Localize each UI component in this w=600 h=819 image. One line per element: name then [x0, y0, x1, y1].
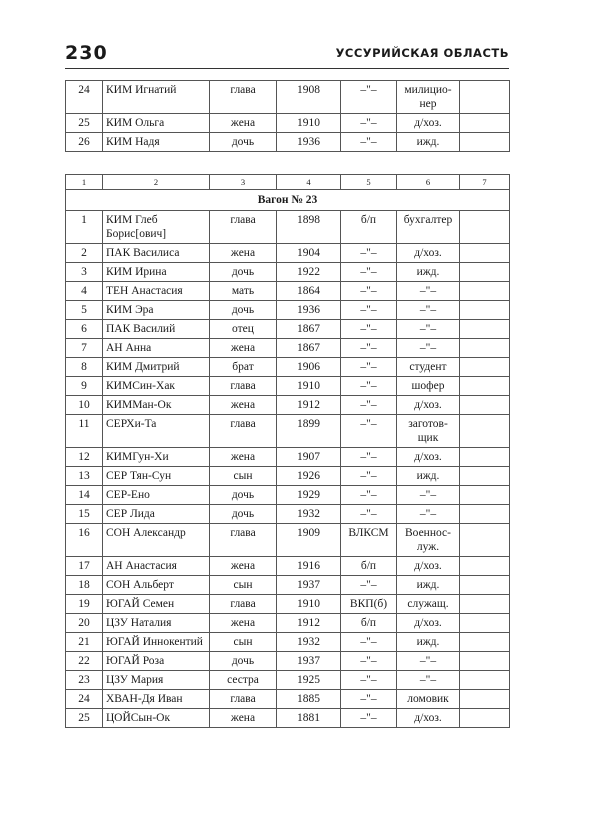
table-row — [66, 211, 510, 244]
birth-year-cell: 1936 — [277, 301, 341, 320]
row-number-cell: 24 — [66, 690, 103, 709]
column-number: 4 — [277, 175, 341, 190]
person-name-cell: ЦЗУ Наталия — [103, 614, 210, 633]
relation-cell: глава — [210, 377, 277, 396]
table-row — [66, 576, 510, 595]
table-row — [66, 652, 510, 671]
row-number-cell: 14 — [66, 486, 103, 505]
table-row — [66, 557, 510, 576]
occupation-cell: –"– — [397, 282, 460, 301]
party-status-cell: –"– — [341, 652, 397, 671]
row-number-cell: 4 — [66, 282, 103, 301]
person-name-cell: КИМ Эра — [103, 301, 210, 320]
relation-cell: брат — [210, 358, 277, 377]
table-row — [66, 671, 510, 690]
relation-cell: дочь — [210, 652, 277, 671]
occupation-cell: студент — [397, 358, 460, 377]
party-status-cell: –"– — [341, 320, 397, 339]
row-number-cell: 23 — [66, 671, 103, 690]
page-header — [65, 42, 509, 69]
relation-cell: глава — [210, 595, 277, 614]
party-status-cell: –"– — [341, 486, 397, 505]
occupation-cell: д/хоз. — [397, 114, 460, 133]
notes-cell — [460, 133, 510, 152]
row-number-cell: 6 — [66, 320, 103, 339]
relation-cell: глава — [210, 690, 277, 709]
party-status-cell: –"– — [341, 339, 397, 358]
table-row — [66, 263, 510, 282]
relation-cell: сестра — [210, 671, 277, 690]
party-status-cell: –"– — [341, 358, 397, 377]
wagon-title: Вагон № 23 — [66, 190, 510, 211]
table-row — [66, 709, 510, 728]
occupation-cell: шофер — [397, 377, 460, 396]
notes-cell — [460, 671, 510, 690]
notes-cell — [460, 320, 510, 339]
occupation-cell: д/хоз. — [397, 709, 460, 728]
party-status-cell: –"– — [341, 505, 397, 524]
notes-cell — [460, 114, 510, 133]
row-number-cell: 1 — [66, 211, 103, 244]
occupation-cell: д/хоз. — [397, 244, 460, 263]
party-status-cell: б/п — [341, 557, 397, 576]
row-number-cell: 24 — [66, 81, 103, 114]
continued-table — [65, 80, 510, 152]
table-row — [66, 244, 510, 263]
row-number-cell: 2 — [66, 244, 103, 263]
occupation-cell: ижд. — [397, 633, 460, 652]
notes-cell — [460, 595, 510, 614]
occupation-cell: –"– — [397, 486, 460, 505]
notes-cell — [460, 263, 510, 282]
notes-cell — [460, 486, 510, 505]
table-row — [66, 633, 510, 652]
occupation-cell: милицио-нер — [397, 81, 460, 114]
birth-year-cell: 1904 — [277, 244, 341, 263]
party-status-cell: –"– — [341, 114, 397, 133]
row-number-cell: 13 — [66, 467, 103, 486]
occupation-cell: ижд. — [397, 576, 460, 595]
party-status-cell: ВЛКСМ — [341, 524, 397, 557]
occupation-cell: ижд. — [397, 467, 460, 486]
relation-cell: отец — [210, 320, 277, 339]
column-number: 7 — [460, 175, 510, 190]
notes-cell — [460, 358, 510, 377]
person-name-cell: ПАК Василиса — [103, 244, 210, 263]
notes-cell — [460, 81, 510, 114]
birth-year-cell: 1932 — [277, 633, 341, 652]
row-number-cell: 25 — [66, 709, 103, 728]
row-number-cell: 7 — [66, 339, 103, 358]
table-row — [66, 81, 510, 114]
table-row — [66, 133, 510, 152]
row-number-cell: 18 — [66, 576, 103, 595]
wagon-table — [65, 174, 510, 728]
relation-cell: жена — [210, 614, 277, 633]
birth-year-cell: 1906 — [277, 358, 341, 377]
row-number-cell: 12 — [66, 448, 103, 467]
person-name-cell: СОН Александр — [103, 524, 210, 557]
party-status-cell: –"– — [341, 671, 397, 690]
relation-cell: жена — [210, 114, 277, 133]
notes-cell — [460, 633, 510, 652]
birth-year-cell: 1922 — [277, 263, 341, 282]
party-status-cell: –"– — [341, 263, 397, 282]
party-status-cell: –"– — [341, 396, 397, 415]
relation-cell: жена — [210, 244, 277, 263]
table-row — [66, 524, 510, 557]
occupation-cell: д/хоз. — [397, 396, 460, 415]
person-name-cell: КИММан-Ок — [103, 396, 210, 415]
birth-year-cell: 1937 — [277, 576, 341, 595]
row-number-cell: 15 — [66, 505, 103, 524]
party-status-cell: –"– — [341, 690, 397, 709]
person-name-cell: ТЕН Анастасия — [103, 282, 210, 301]
person-name-cell: АН Анастасия — [103, 557, 210, 576]
person-name-cell: КИМ Ольга — [103, 114, 210, 133]
party-status-cell: ВКП(б) — [341, 595, 397, 614]
birth-year-cell: 1932 — [277, 505, 341, 524]
notes-cell — [460, 244, 510, 263]
row-number-cell: 3 — [66, 263, 103, 282]
row-number-cell: 17 — [66, 557, 103, 576]
birth-year-cell: 1898 — [277, 211, 341, 244]
relation-cell: мать — [210, 282, 277, 301]
notes-cell — [460, 448, 510, 467]
row-number-cell: 16 — [66, 524, 103, 557]
relation-cell: глава — [210, 211, 277, 244]
person-name-cell: ЦЗУ Мария — [103, 671, 210, 690]
party-status-cell: б/п — [341, 211, 397, 244]
birth-year-cell: 1910 — [277, 595, 341, 614]
notes-cell — [460, 505, 510, 524]
occupation-cell: –"– — [397, 652, 460, 671]
birth-year-cell: 1912 — [277, 396, 341, 415]
notes-cell — [460, 690, 510, 709]
notes-cell — [460, 557, 510, 576]
relation-cell: дочь — [210, 505, 277, 524]
birth-year-cell: 1885 — [277, 690, 341, 709]
notes-cell — [460, 301, 510, 320]
table-row — [66, 339, 510, 358]
occupation-cell: –"– — [397, 301, 460, 320]
person-name-cell: КИМ Глеб Борис[ович] — [103, 211, 210, 244]
party-status-cell: –"– — [341, 415, 397, 448]
birth-year-cell: 1912 — [277, 614, 341, 633]
column-number: 1 — [66, 175, 103, 190]
relation-cell: сын — [210, 467, 277, 486]
notes-cell — [460, 415, 510, 448]
person-name-cell: ПАК Василий — [103, 320, 210, 339]
table-row — [66, 690, 510, 709]
birth-year-cell: 1908 — [277, 81, 341, 114]
column-number: 3 — [210, 175, 277, 190]
relation-cell: жена — [210, 448, 277, 467]
row-number-cell: 9 — [66, 377, 103, 396]
person-name-cell: КИМ Игнатий — [103, 81, 210, 114]
table-row — [66, 595, 510, 614]
column-number: 2 — [103, 175, 210, 190]
notes-cell — [460, 576, 510, 595]
party-status-cell: –"– — [341, 244, 397, 263]
occupation-cell: –"– — [397, 339, 460, 358]
table-row — [66, 614, 510, 633]
person-name-cell: СЕР-Ено — [103, 486, 210, 505]
column-number: 6 — [397, 175, 460, 190]
notes-cell — [460, 377, 510, 396]
person-name-cell: ЮГАЙ Иннокентий — [103, 633, 210, 652]
person-name-cell: КИМГун-Хи — [103, 448, 210, 467]
relation-cell: жена — [210, 396, 277, 415]
row-number-cell: 22 — [66, 652, 103, 671]
person-name-cell: СЕР Тян-Сун — [103, 467, 210, 486]
party-status-cell: б/п — [341, 614, 397, 633]
birth-year-cell: 1899 — [277, 415, 341, 448]
birth-year-cell: 1907 — [277, 448, 341, 467]
relation-cell: дочь — [210, 301, 277, 320]
row-number-cell: 20 — [66, 614, 103, 633]
table-row — [66, 114, 510, 133]
relation-cell: жена — [210, 557, 277, 576]
occupation-cell: д/хоз. — [397, 448, 460, 467]
relation-cell: жена — [210, 339, 277, 358]
notes-cell — [460, 614, 510, 633]
birth-year-cell: 1925 — [277, 671, 341, 690]
person-name-cell: СЕР Лида — [103, 505, 210, 524]
person-name-cell: СЕРХи-Та — [103, 415, 210, 448]
occupation-cell: служащ. — [397, 595, 460, 614]
party-status-cell: –"– — [341, 133, 397, 152]
relation-cell: дочь — [210, 486, 277, 505]
row-number-cell: 8 — [66, 358, 103, 377]
row-number-cell: 5 — [66, 301, 103, 320]
row-number-cell: 19 — [66, 595, 103, 614]
table-row — [66, 396, 510, 415]
page-number: 230 — [65, 42, 108, 64]
birth-year-cell: 1929 — [277, 486, 341, 505]
party-status-cell: –"– — [341, 301, 397, 320]
relation-cell: глава — [210, 415, 277, 448]
occupation-cell: ломовик — [397, 690, 460, 709]
party-status-cell: –"– — [341, 633, 397, 652]
row-number-cell: 26 — [66, 133, 103, 152]
party-status-cell: –"– — [341, 467, 397, 486]
birth-year-cell: 1936 — [277, 133, 341, 152]
table-row — [66, 467, 510, 486]
notes-cell — [460, 467, 510, 486]
relation-cell: дочь — [210, 263, 277, 282]
relation-cell: глава — [210, 81, 277, 114]
notes-cell — [460, 652, 510, 671]
notes-cell — [460, 282, 510, 301]
relation-cell: сын — [210, 633, 277, 652]
occupation-cell: ижд. — [397, 133, 460, 152]
occupation-cell: д/хоз. — [397, 557, 460, 576]
birth-year-cell: 1881 — [277, 709, 341, 728]
occupation-cell: заготов-щик — [397, 415, 460, 448]
table-row — [66, 358, 510, 377]
party-status-cell: –"– — [341, 448, 397, 467]
person-name-cell: КИМ Ирина — [103, 263, 210, 282]
party-status-cell: –"– — [341, 709, 397, 728]
party-status-cell: –"– — [341, 282, 397, 301]
row-number-cell: 25 — [66, 114, 103, 133]
row-number-cell: 21 — [66, 633, 103, 652]
party-status-cell: –"– — [341, 377, 397, 396]
person-name-cell: ЮГАЙ Роза — [103, 652, 210, 671]
table-row — [66, 415, 510, 448]
birth-year-cell: 1916 — [277, 557, 341, 576]
person-name-cell: АН Анна — [103, 339, 210, 358]
person-name-cell: ХВАН-Дя Иван — [103, 690, 210, 709]
running-title: УССУРИЙСКАЯ ОБЛАСТЬ — [335, 46, 509, 60]
occupation-cell: –"– — [397, 671, 460, 690]
person-name-cell: СОН Альберт — [103, 576, 210, 595]
relation-cell: глава — [210, 524, 277, 557]
notes-cell — [460, 709, 510, 728]
table-row — [66, 301, 510, 320]
birth-year-cell: 1926 — [277, 467, 341, 486]
occupation-cell: д/хоз. — [397, 614, 460, 633]
table-row — [66, 377, 510, 396]
table-row — [66, 448, 510, 467]
person-name-cell: КИМ Дмитрий — [103, 358, 210, 377]
person-name-cell: ЮГАЙ Семен — [103, 595, 210, 614]
table-row — [66, 320, 510, 339]
birth-year-cell: 1937 — [277, 652, 341, 671]
occupation-cell: Военнос-луж. — [397, 524, 460, 557]
row-number-cell: 11 — [66, 415, 103, 448]
birth-year-cell: 1867 — [277, 339, 341, 358]
relation-cell: жена — [210, 709, 277, 728]
notes-cell — [460, 211, 510, 244]
occupation-cell: –"– — [397, 505, 460, 524]
table-row — [66, 282, 510, 301]
person-name-cell: КИМСин-Хак — [103, 377, 210, 396]
person-name-cell: КИМ Надя — [103, 133, 210, 152]
party-status-cell: –"– — [341, 576, 397, 595]
birth-year-cell: 1867 — [277, 320, 341, 339]
birth-year-cell: 1864 — [277, 282, 341, 301]
occupation-cell: бухгалтер — [397, 211, 460, 244]
birth-year-cell: 1910 — [277, 114, 341, 133]
table-row — [66, 486, 510, 505]
birth-year-cell: 1910 — [277, 377, 341, 396]
occupation-cell: ижд. — [397, 263, 460, 282]
column-number: 5 — [341, 175, 397, 190]
relation-cell: дочь — [210, 133, 277, 152]
notes-cell — [460, 524, 510, 557]
relation-cell: сын — [210, 576, 277, 595]
wagon-heading-row — [66, 190, 510, 211]
occupation-cell: –"– — [397, 320, 460, 339]
table-row — [66, 505, 510, 524]
party-status-cell: –"– — [341, 81, 397, 114]
column-number-row — [66, 175, 510, 190]
row-number-cell: 10 — [66, 396, 103, 415]
person-name-cell: ЦОЙСын-Ок — [103, 709, 210, 728]
notes-cell — [460, 339, 510, 358]
birth-year-cell: 1909 — [277, 524, 341, 557]
notes-cell — [460, 396, 510, 415]
